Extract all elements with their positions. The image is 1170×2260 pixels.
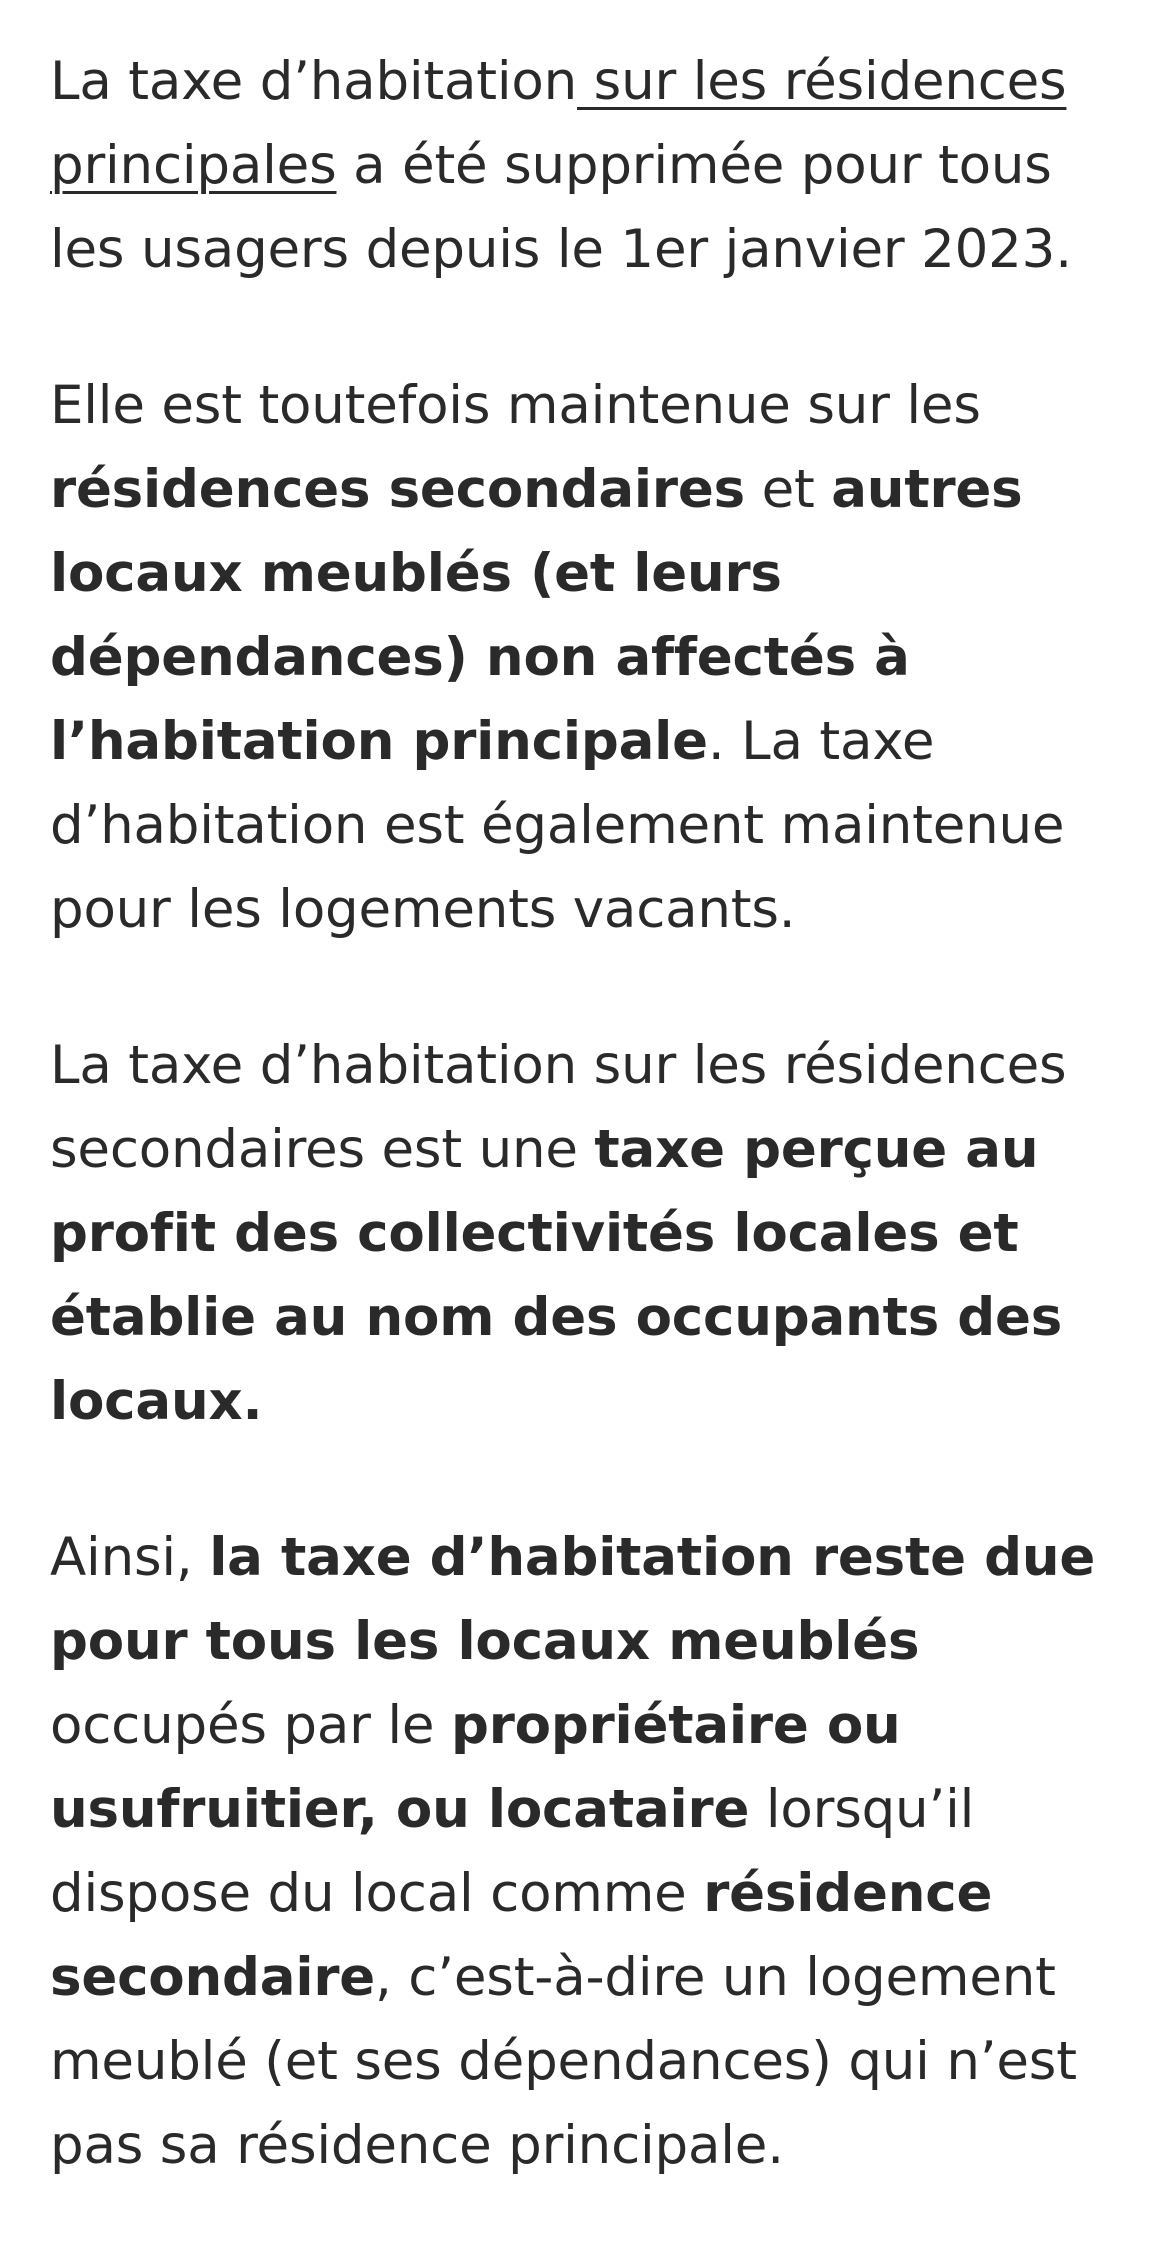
emphasis-proprietaire: propriétaire ou usufruitier, ou locataire — [50, 1695, 901, 1840]
text-segment: La taxe d’habitation sur les résidences secondaires est une — [50, 1035, 1067, 1180]
emphasis-residence-secondaire: résidence secondaire — [50, 1863, 993, 2008]
text-segment: a été supprimée pour tous les usagers depuis le 1er janvier 2023. — [50, 135, 1072, 280]
text-segment: La taxe d’habitation — [50, 51, 578, 112]
residences-principales-link[interactable]: sur les résidences principales — [50, 51, 1067, 196]
paragraph-suppression — [50, 40, 1130, 292]
text-segment: occupés par le — [50, 1695, 451, 1756]
emphasis-residences-secondaires: résidences secondaires — [50, 459, 745, 520]
article-body — [50, 40, 1130, 2260]
text-segment: lorsqu’il dispose du local comme — [50, 1779, 975, 1924]
paragraph-maintien — [50, 364, 1130, 952]
text-segment: et — [744, 459, 832, 520]
paragraph-collectivites — [50, 1024, 1130, 1444]
text-segment: Elle est toutefois maintenue sur les — [50, 375, 981, 436]
text-segment: . La taxe d’habitation est également maintenue pour les logements vacants. — [50, 711, 1065, 940]
emphasis-taxe-percue: taxe perçue au profit des collectivités locales et établie au nom des occupants des locaux. — [50, 1119, 1063, 1432]
emphasis-autres-locaux: autres locaux meublés (et leurs dépendances) non affectés à l’habitation principale — [50, 459, 1023, 772]
text-segment: Ainsi, — [50, 1527, 210, 1588]
text-segment: , c’est-à-dire un logement meublé (et ses dépendances) qui n’est pas sa résidence principale. — [50, 1947, 1077, 2176]
emphasis-taxe-due: la taxe d’habitation reste due pour tous les locaux meublés — [50, 1527, 1096, 1672]
paragraph-ainsi — [50, 1516, 1130, 2188]
